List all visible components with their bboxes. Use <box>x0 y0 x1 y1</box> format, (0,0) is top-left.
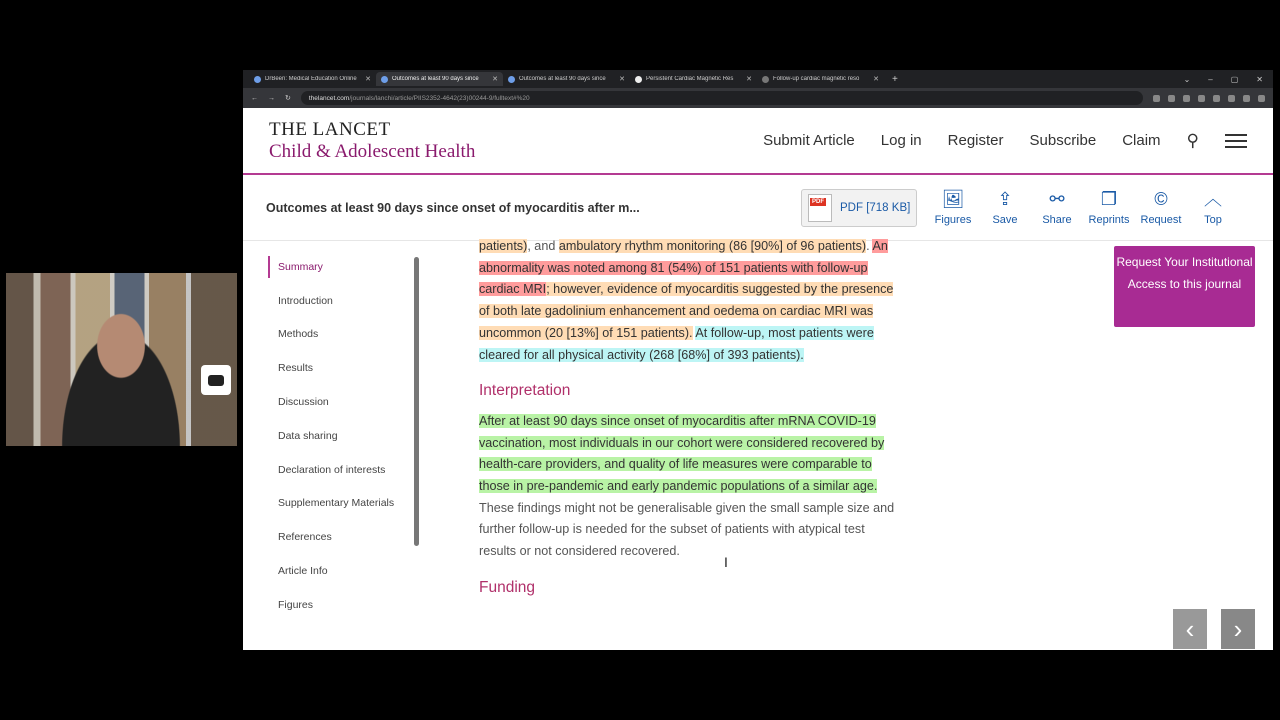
pdf-icon <box>808 194 832 222</box>
zoom-icon[interactable] <box>1153 95 1160 102</box>
hamburger-menu-icon[interactable] <box>1225 134 1247 148</box>
tool-top[interactable]: ︿ Top <box>1204 189 1222 226</box>
reprints-icon: ❐ <box>1100 189 1118 209</box>
interpretation-paragraph: After at least 90 days since onset of myocarditis after mRNA COVID-19 vaccination, most individuals in our cohort were considered recovered by health-care providers, and quality of life measures were comparable to those in pre-pandemic and early pandemic populations of a similar age. These findings might not be generalisable given the small sample size and further follow-up is needed for the subset of patients with atypical test results or not considered recovered. <box>479 413 895 559</box>
extensions <box>1153 95 1265 102</box>
article-toolbar <box>243 175 1273 241</box>
text-cursor-icon: I <box>724 554 728 570</box>
section-nav-item[interactable]: Summary <box>268 256 423 278</box>
close-window-icon[interactable]: ✕ <box>1256 74 1263 84</box>
nav-submit-article[interactable]: Submit Article <box>763 132 855 149</box>
top-nav <box>763 131 1247 151</box>
close-tab-icon[interactable]: ✕ <box>746 76 752 83</box>
menu-kebab-icon[interactable] <box>1258 95 1265 102</box>
article-tools <box>927 189 1239 226</box>
minimize-icon[interactable]: – <box>1208 74 1213 84</box>
favicon-icon <box>381 76 388 83</box>
lancet-logo[interactable]: THE LANCET Child & Adolescent Health <box>269 118 476 162</box>
findings-paragraph: patients), and ambulatory rhythm monitoring (86 [90%] of 96 patients). An abnormality was noted among 81 (54%) of 151 patients with follow-up cardiac MRI; however, evidence of myocarditis suggested by the presence of both late gadolinium enhancement and oedema on cardiac MRI was uncommon (20 [13%] of 151 patients). At follow-up, most patients were cleared for all physical activity (268 [68%] of 393 patients). <box>479 239 894 362</box>
section-nav-item[interactable]: Supplementary Materials <box>278 497 395 510</box>
tab-4[interactable]: Follow-up cardiac magnetic reso ✕ <box>757 72 884 86</box>
tab-search-icon[interactable]: ⌄ <box>1183 74 1191 84</box>
image-icon: 🖼 <box>941 189 965 209</box>
tool-figures[interactable]: 🖼 Figures <box>934 189 972 226</box>
section-nav-item[interactable]: References <box>278 531 332 544</box>
close-tab-icon[interactable]: ✕ <box>492 76 498 83</box>
webcam-overlay <box>6 273 237 446</box>
maximize-icon[interactable]: ▢ <box>1230 74 1239 84</box>
tab-3[interactable]: Persistent Cardiac Magnetic Res ✕ <box>630 72 757 86</box>
section-nav-item[interactable]: Discussion <box>278 396 329 409</box>
back-icon[interactable]: ← <box>251 94 258 102</box>
new-tab-icon[interactable]: + <box>892 73 898 85</box>
nav-log-in[interactable]: Log in <box>880 132 922 149</box>
section-nav-scrollbar[interactable] <box>414 257 419 546</box>
chevron-left-icon: ‹ <box>1185 613 1195 644</box>
tab-0[interactable]: DrBeen: Medical Education Online ✕ <box>249 72 376 86</box>
extension-icon[interactable] <box>1213 95 1220 102</box>
tool-reprints[interactable]: ❐ Reprints <box>1088 189 1130 226</box>
save-icon: ⇪ <box>997 189 1013 209</box>
copyright-icon: © <box>1154 189 1168 209</box>
heading-interpretation: Interpretation <box>479 382 571 400</box>
close-tab-icon[interactable]: ✕ <box>365 76 371 83</box>
site-header <box>243 108 1273 175</box>
browser-window <box>243 70 1273 650</box>
pdf-download-button[interactable]: PDF PDF [718 KB] <box>801 189 917 227</box>
section-nav-item[interactable]: Declaration of interests <box>278 463 386 476</box>
share-icon: ⚯ <box>1049 189 1065 209</box>
address-bar-row <box>243 88 1273 108</box>
url-field[interactable]: thelancet.com /journals/lanchi/article/PIIS2352-4642(23)00244-9/fulltext#%20 <box>301 91 1143 105</box>
tool-request[interactable]: © Request <box>1140 189 1182 226</box>
section-nav-item[interactable]: Results <box>278 362 314 375</box>
puzzle-icon[interactable] <box>1228 95 1235 102</box>
forward-icon[interactable]: → <box>268 94 275 102</box>
tab-1[interactable]: Outcomes at least 90 days since ✕ <box>376 72 503 86</box>
favicon-icon <box>508 76 515 83</box>
presenter <box>46 303 196 446</box>
section-nav-item[interactable]: Introduction <box>278 294 333 307</box>
heading-funding: Funding <box>479 578 536 596</box>
section-nav-item[interactable]: Figures <box>278 598 314 611</box>
youtube-icon <box>201 365 231 395</box>
tool-save[interactable]: ⇪ Save <box>992 189 1018 226</box>
next-article-button[interactable] <box>1221 609 1255 649</box>
institutional-access-button[interactable]: Request Your Institutional Access to this journal <box>1114 246 1255 327</box>
previous-article-button[interactable] <box>1173 609 1207 649</box>
reload-icon[interactable]: ↻ <box>285 95 291 102</box>
favicon-icon <box>254 76 261 83</box>
nav-claim[interactable]: Claim <box>1122 132 1161 149</box>
article-body <box>479 236 899 608</box>
profile-icon[interactable] <box>1243 95 1250 102</box>
extension-icon[interactable] <box>1198 95 1205 102</box>
tab-2[interactable]: Outcomes at least 90 days since ✕ <box>503 72 630 86</box>
chevron-up-icon: ︿ <box>1204 189 1222 209</box>
close-tab-icon[interactable]: ✕ <box>619 76 625 83</box>
section-nav <box>268 255 423 622</box>
close-tab-icon[interactable]: ✕ <box>873 76 879 83</box>
tool-share[interactable]: ⚯ Share <box>1042 189 1072 226</box>
section-nav-item[interactable]: Article Info <box>278 565 328 578</box>
nav-register[interactable]: Register <box>947 132 1004 149</box>
search-icon[interactable]: ⚲ <box>1186 130 1199 150</box>
favicon-icon <box>635 76 642 83</box>
share-page-icon[interactable] <box>1168 95 1175 102</box>
section-nav-item[interactable]: Methods <box>278 328 319 341</box>
bookmark-icon[interactable] <box>1183 95 1190 102</box>
nav-subscribe[interactable]: Subscribe <box>1029 132 1097 149</box>
section-nav-item[interactable]: Data sharing <box>278 429 338 442</box>
chevron-right-icon: › <box>1233 613 1243 644</box>
tab-bar <box>243 70 1273 88</box>
window-controls <box>1184 75 1273 84</box>
article-title: Outcomes at least 90 days since onset of myocarditis after m... <box>266 200 640 215</box>
favicon-icon <box>762 76 769 83</box>
